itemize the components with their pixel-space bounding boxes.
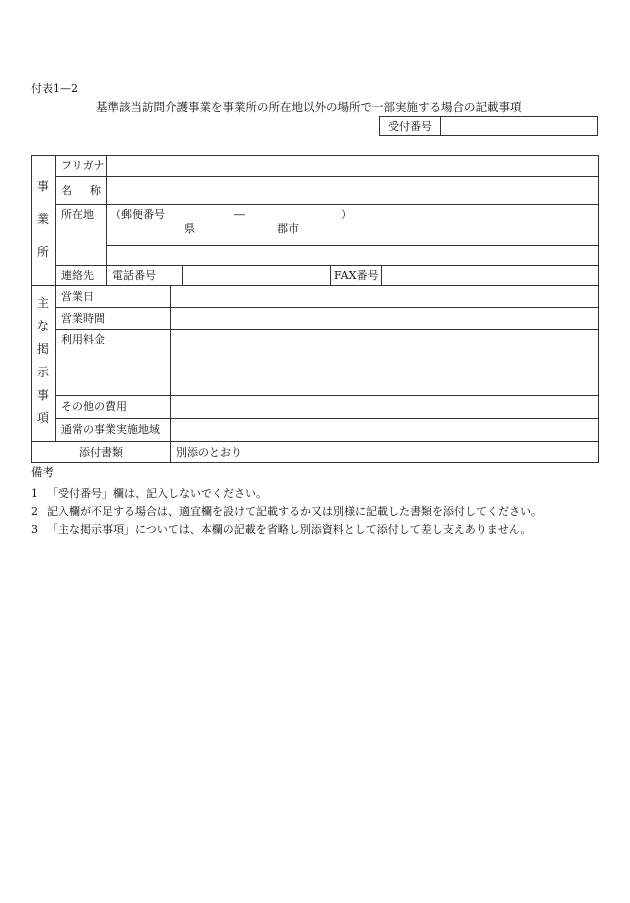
- phone-label: 電話番号: [112, 269, 156, 282]
- fax-field[interactable]: [382, 266, 598, 285]
- attachment-label: 添付書類: [79, 446, 123, 459]
- address-label: 所在地: [61, 208, 94, 221]
- document-id: 付表1—2: [31, 82, 78, 95]
- contact-label: 連絡先: [61, 269, 94, 282]
- phone-field[interactable]: [183, 266, 330, 285]
- service-area-label: 通常の事業実施地域: [61, 423, 160, 436]
- furigana-label: フリガナ: [61, 159, 105, 172]
- name-label-first: 名: [61, 184, 72, 197]
- service-area-field[interactable]: [171, 419, 598, 441]
- business-days-label: 営業日: [61, 290, 94, 303]
- note-text: 記入欄が不足する場合は、適宜欄を設けて記載するか又は別様に記載した書類を添付してください。: [47, 505, 542, 518]
- posting-group-label: 主 な 掲 示 事 項: [36, 296, 49, 425]
- note-text: 「主な掲示事項」については、本欄の記載を省略し別添資料として添付して差し支えありません。: [47, 523, 532, 536]
- note-number: 2: [31, 505, 38, 518]
- attachment-value: 別添のとおり: [176, 446, 242, 459]
- note-number: 1: [31, 487, 38, 500]
- receipt-number-label: 受付番号: [388, 120, 432, 133]
- name-label-second: 称: [90, 184, 101, 197]
- business-days-field[interactable]: [171, 286, 598, 307]
- office-name-field[interactable]: [107, 177, 598, 204]
- page-title: 基準該当訪問介護事業を事業所の所在地以外の場所で一部実施する場合の記載事項: [96, 100, 522, 114]
- fees-label: 利用料金: [61, 333, 105, 346]
- postal-code-close: ）: [341, 208, 352, 221]
- furigana-field[interactable]: [107, 156, 598, 176]
- postal-code-dash: ―: [234, 208, 245, 221]
- address-detail-field[interactable]: [107, 246, 598, 265]
- notes-title: 備考: [31, 465, 54, 479]
- note-number: 3: [31, 523, 38, 536]
- business-hours-field[interactable]: [171, 308, 598, 329]
- fax-label: FAX番号: [334, 269, 379, 282]
- business-hours-label: 営業時間: [61, 312, 105, 325]
- note-text: 「受付番号」欄は、記入しないでください。: [47, 487, 267, 500]
- city-label: 郡市: [277, 222, 299, 235]
- other-costs-field[interactable]: [171, 396, 598, 418]
- prefecture-label: 県: [184, 222, 195, 235]
- receipt-box: [379, 116, 598, 136]
- office-group-label: 事 業 所: [36, 179, 49, 259]
- other-costs-label: その他の費用: [61, 400, 127, 413]
- fees-field[interactable]: [171, 330, 598, 395]
- postal-code-label: （郵便番号: [110, 208, 165, 221]
